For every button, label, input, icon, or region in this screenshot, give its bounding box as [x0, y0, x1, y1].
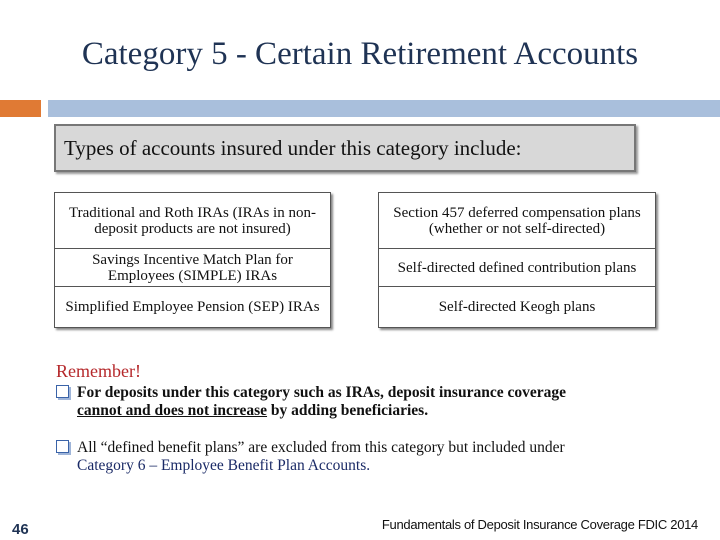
left-item [55, 286, 330, 327]
right-item [379, 193, 655, 248]
accent-bar-blue [48, 100, 720, 117]
right-item [379, 248, 655, 286]
left-item-text: Savings Incentive Match Plan for Employees (SIMPLE) IRAs [92, 251, 293, 284]
slide-title: Category 5 - Certain Retirement Accounts [81, 36, 639, 72]
bullet1-underlined: cannot and does not increase [77, 402, 268, 419]
right-account-box [378, 192, 656, 328]
bullet-text [77, 439, 667, 475]
left-account-box [54, 192, 331, 328]
bullet-text [77, 384, 667, 420]
left-item [55, 248, 330, 286]
bullet-defined-benefit [56, 439, 676, 479]
subtitle-box [54, 124, 636, 172]
right-item [379, 286, 655, 327]
checkbox-bullet-icon [56, 440, 69, 453]
checkbox-bullet-icon [56, 385, 69, 398]
left-item [55, 193, 330, 248]
bullet2-line1: All “defined benefit plans” are excluded from this category but included under [77, 439, 565, 456]
right-item-text: Self-directed defined contribution plans [397, 259, 637, 276]
right-item-text: Section 457 deferred compensation plans (whether or not self-directed) [393, 204, 641, 237]
footer-text: Fundamentals of Deposit Insurance Coverage FDIC 2014 [381, 517, 698, 532]
page-number: 46 [12, 521, 29, 538]
bullet2-line2: Category 6 – Employee Benefit Plan Accounts. [77, 457, 371, 474]
bullet1-part1: For deposits under this category such as IRAs, deposit insurance coverage [77, 384, 566, 401]
right-item-text: Self-directed Keogh plans [438, 299, 596, 315]
remember-label: Remember! [56, 361, 141, 381]
bullet-beneficiaries [56, 384, 676, 424]
accent-bar-orange [0, 100, 41, 117]
subtitle-text: Types of accounts insured under this category include: [64, 135, 522, 160]
left-item-text: Simplified Employee Pension (SEP) IRAs [65, 299, 320, 315]
bullet1-part2: by adding beneficiaries. [267, 402, 429, 419]
left-item-text: Traditional and Roth IRAs (IRAs in non-deposit products are not insured) [69, 204, 316, 237]
